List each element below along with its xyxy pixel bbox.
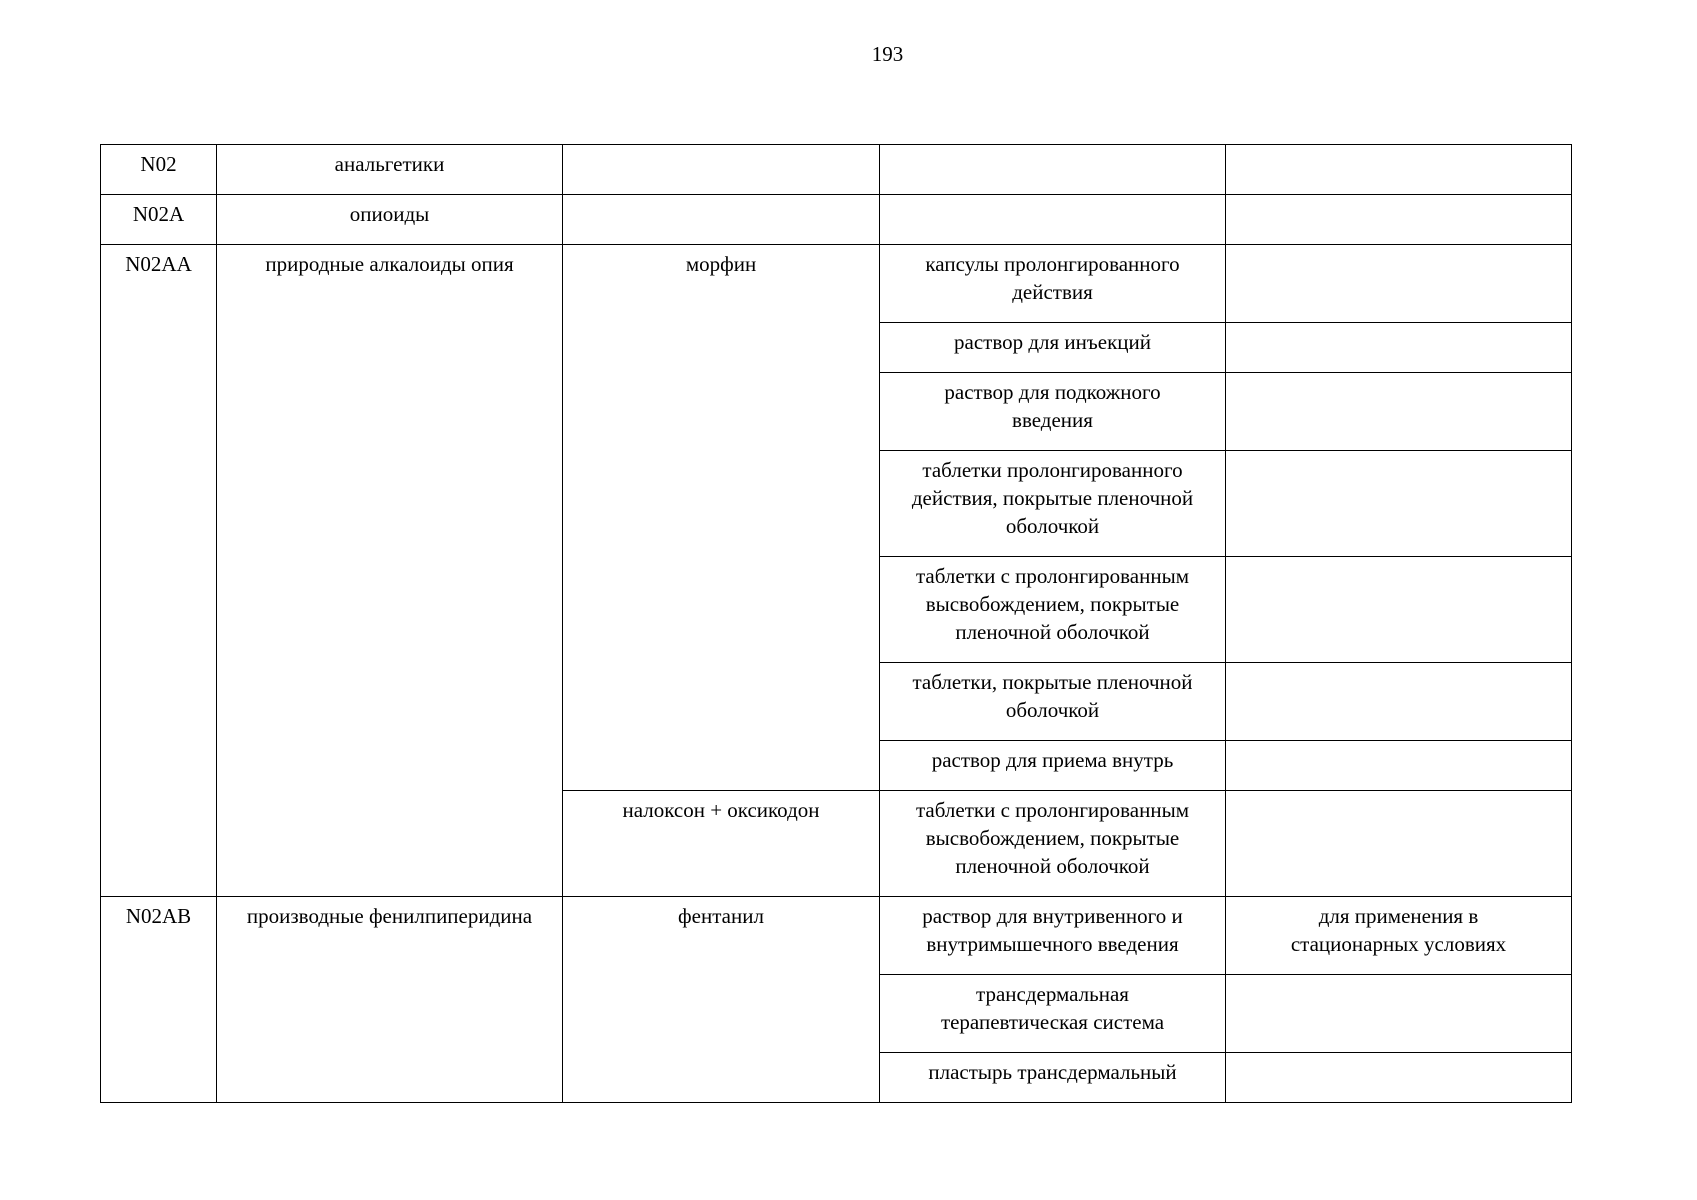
- atc-code-cell: [101, 195, 217, 245]
- table-row: [101, 195, 1572, 245]
- usage-note: для применения в стационарных условиях: [1290, 904, 1507, 956]
- atc-code: N02AB: [125, 904, 192, 928]
- dosage-form-cell: [880, 1053, 1226, 1103]
- drug-name-cell: [563, 897, 880, 1103]
- dosage-form-cell: [880, 245, 1226, 323]
- atc-group-cell: [217, 897, 563, 1103]
- drug-name-cell: [563, 195, 880, 245]
- dosage-form: таблетки с пролонгированным высвобождением, покрытые пленочной оболочкой: [915, 564, 1190, 644]
- atc-group-cell: [217, 195, 563, 245]
- dosage-form: трансдермальная терапевтическая система: [940, 982, 1165, 1034]
- note-cell: [1226, 975, 1572, 1053]
- note-cell: [1226, 195, 1572, 245]
- drug-name: налоксон + оксикодон: [622, 798, 820, 822]
- dosage-form-cell: [880, 195, 1226, 245]
- page-number: 193: [871, 42, 904, 66]
- atc-group: опиоиды: [349, 202, 430, 226]
- note-cell: [1226, 1053, 1572, 1103]
- table-row: [101, 897, 1572, 975]
- table-row: [101, 245, 1572, 323]
- note-cell: [1226, 245, 1572, 323]
- dosage-form-cell: [880, 323, 1226, 373]
- dosage-form-cell: [880, 791, 1226, 897]
- atc-group: природные алкалоиды опия: [265, 252, 514, 276]
- atc-group: анальгетики: [334, 152, 445, 176]
- atc-group: производные фенилпиперидина: [246, 904, 533, 928]
- dosage-form-cell: [880, 975, 1226, 1053]
- note-cell: [1226, 897, 1572, 975]
- dosage-form: раствор для внутривенного и внутримышечного введения: [922, 904, 1183, 956]
- note-cell: [1226, 791, 1572, 897]
- drug-name: фентанил: [678, 904, 764, 928]
- dosage-form-cell: [880, 145, 1226, 195]
- atc-code: N02AA: [125, 252, 192, 276]
- atc-code-cell: [101, 145, 217, 195]
- note-cell: [1226, 663, 1572, 741]
- dosage-form: раствор для инъекций: [954, 330, 1151, 354]
- atc-code: N02A: [132, 202, 185, 226]
- dosage-form: таблетки, покрытые пленочной оболочкой: [912, 670, 1193, 722]
- note-cell: [1226, 741, 1572, 791]
- atc-group-cell: [217, 145, 563, 195]
- dosage-form-cell: [880, 451, 1226, 557]
- dosage-form-cell: [880, 557, 1226, 663]
- note-cell: [1226, 145, 1572, 195]
- dosage-form-cell: [880, 663, 1226, 741]
- atc-code: N02: [140, 152, 177, 176]
- atc-code-cell: [101, 245, 217, 897]
- drug-name-cell: [563, 791, 880, 897]
- drug-name-cell: [563, 145, 880, 195]
- atc-group-cell: [217, 245, 563, 897]
- dosage-form: пластырь трансдермальный: [928, 1060, 1177, 1084]
- dosage-form-cell: [880, 897, 1226, 975]
- dosage-form-cell: [880, 741, 1226, 791]
- dosage-form-cell: [880, 373, 1226, 451]
- note-cell: [1226, 373, 1572, 451]
- atc-code-cell: [101, 897, 217, 1103]
- note-cell: [1226, 451, 1572, 557]
- drug-name: морфин: [685, 252, 757, 276]
- drug-table: [100, 144, 1572, 1103]
- drug-name-cell: [563, 245, 880, 791]
- dosage-form: раствор для приема внутрь: [931, 748, 1174, 772]
- dosage-form: таблетки пролонгированного действия, покрытые пленочной оболочкой: [911, 458, 1194, 538]
- table-row: [101, 145, 1572, 195]
- note-cell: [1226, 557, 1572, 663]
- dosage-form: таблетки с пролонгированным высвобождением, покрытые пленочной оболочкой: [915, 798, 1190, 878]
- dosage-form: капсулы пролонгированного действия: [925, 252, 1180, 304]
- dosage-form: раствор для подкожного введения: [944, 380, 1161, 432]
- note-cell: [1226, 323, 1572, 373]
